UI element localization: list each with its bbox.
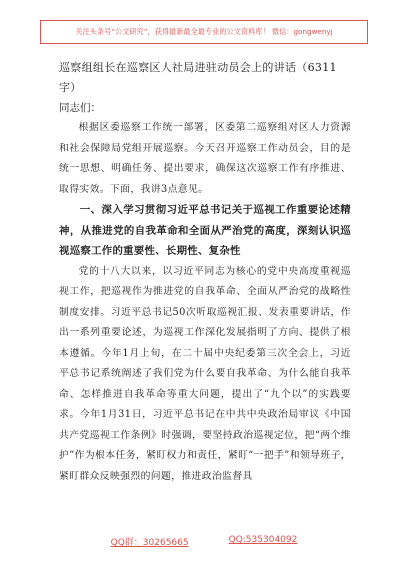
footer-qq[interactable]: QQ:535304092: [228, 535, 298, 545]
document-page: [59, 58, 351, 487]
body-paragraph: 党的十八大以来，以习近平同志为核心的党中央高度重视巡视工作，把巡视作为推进党的自我革命、全面从严治党的战略性制度安排。习近平总书记50次听取巡视汇报、发表重要讲话，作出一系列重要论述，为巡视工作深化发展指明了方向、提供了根本遵循。今年1月上旬，在二十届中央纪委第三次全会上，习近平总书记系统阐述了我们党为什么要自我革命、为什么能自我革命、怎样推进自我革命等重大问题，提出了“九个以”的实践要求。今年1月31日，习近平总书记在中共中央政治局审议《中国共产党巡视工作条例》时强调，要坚持政治巡视定位，把“两个维护”作为根本任务，紧盯权力和责任，紧盯“一把手”和领导班子，紧盯群众反映强烈的问题，推进政治监督具: [59, 265, 351, 482]
header-banner: 关注头条号“公文研究”，获得最新最全最专业的公文资料库！ 微信：gongwenyj: [40, 20, 368, 44]
footer-qq-group[interactable]: QQ群：30265665: [110, 538, 189, 548]
intro-paragraph: 根据区委巡察工作统一部署，区委第二巡察组对区人力资源和社会保障局党组开展巡察。今天召开巡察工作动员会，目的是统一思想、明确任务、提出要求，确保这次巡察工作有序推进、取得实效。下面，我讲3点意见。: [59, 122, 351, 195]
greeting: 同志们：: [59, 102, 101, 114]
document-title: 巡察组组长在巡察区人社局进驻动员会上的讲话（6311字）: [59, 61, 337, 94]
section-heading: 一、深入学习贯彻习近平总书记关于巡视工作重要论述精神，从推进党的自我革命和全面从严治党的高度，深刻认识巡视巡察工作的重要性、长期性、复杂性: [59, 204, 351, 257]
footer: [0, 535, 408, 548]
